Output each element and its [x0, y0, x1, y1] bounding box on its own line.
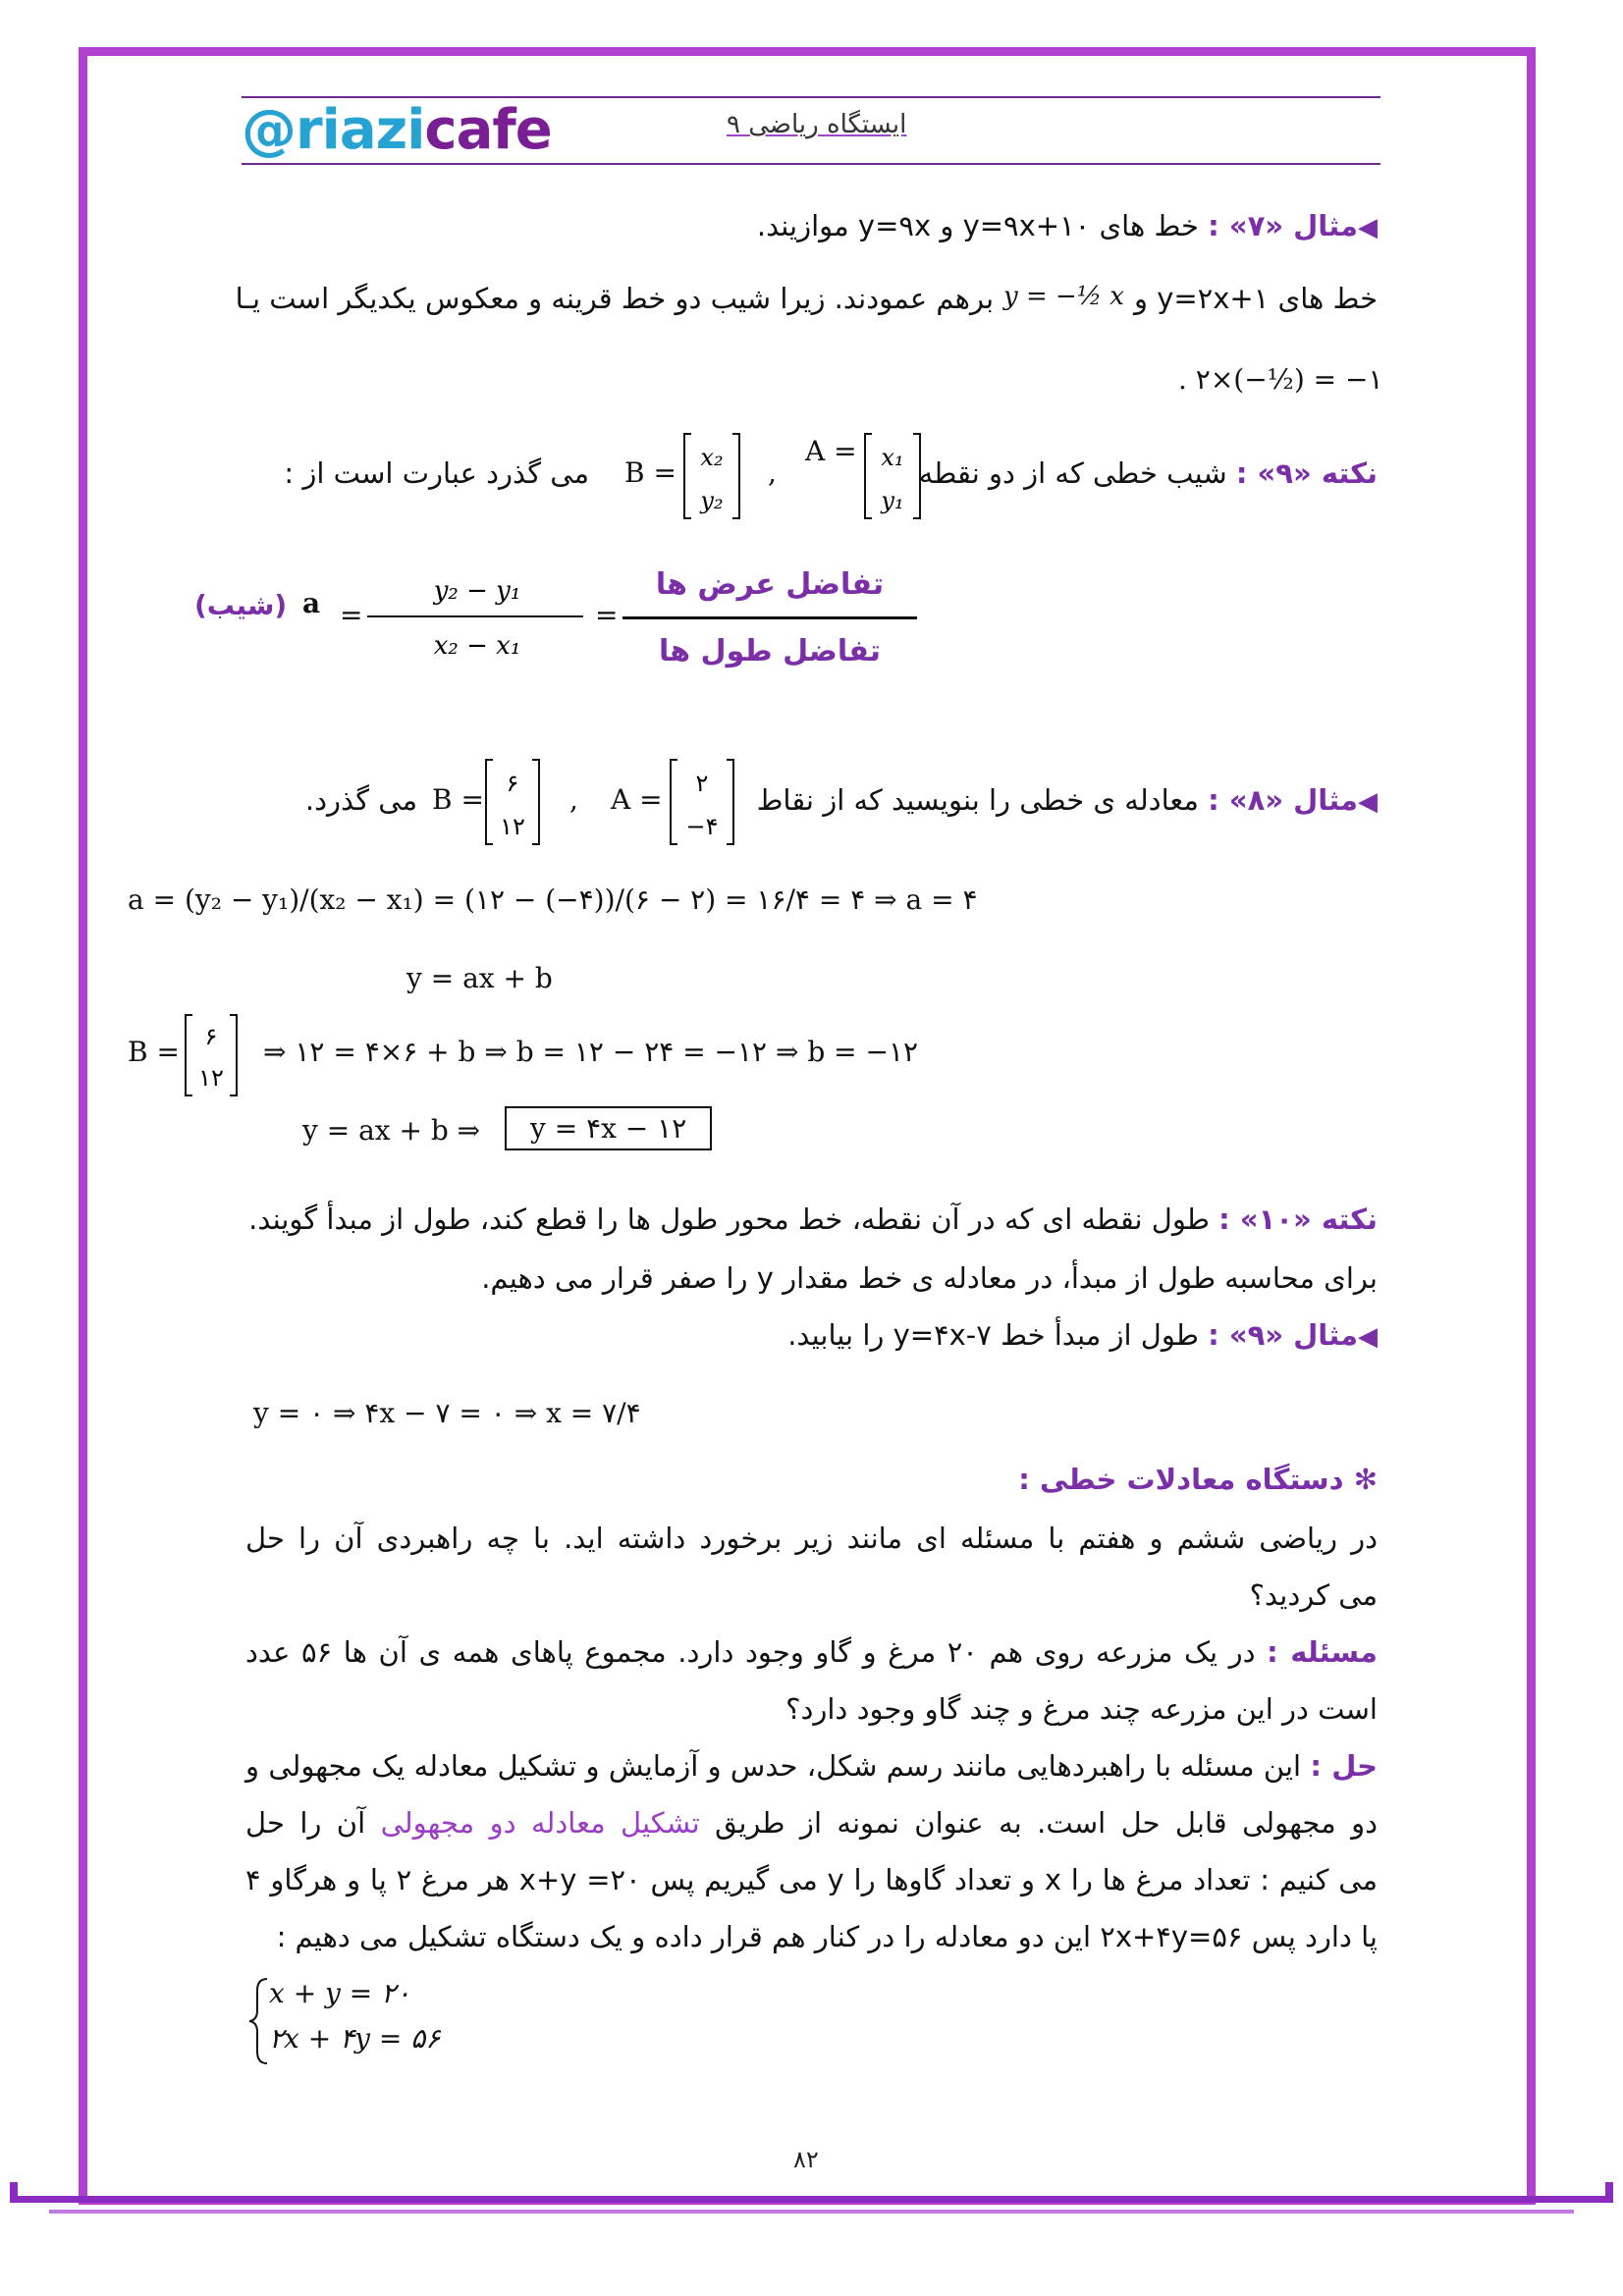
slope-a: a — [302, 587, 321, 619]
eq-sign-1: = — [340, 599, 363, 631]
triangle-bullet-icon: ◀ — [1358, 787, 1378, 817]
ex8-B-vector-2 — [183, 1011, 240, 1099]
comma: , — [768, 456, 777, 489]
intercept-calc: ⇒ ۱۲ = ۴×۶ + b ⇒ b = ۱۲ − ۲۴ = −۱۲ ⇒ b = −۱۲ — [263, 1036, 919, 1068]
point-B: B = — [624, 456, 676, 489]
slope-numerator: تفاضل عرض ها — [655, 567, 885, 602]
result-box: y = ۴x − ۱۲ — [505, 1106, 712, 1150]
bottom-decoration — [10, 2182, 1613, 2217]
example-7: ◀مثال «۷» : خط های y=۹x+۱۰ و y=۹x موازیند. — [756, 209, 1378, 242]
ex8-A-label: A = — [611, 783, 663, 816]
slope-calc: a = (y₂ − y₁)/(x₂ − x₁) = (۱۲ − (−۴))/(۶ − ۲) = ۱۶/۴ = ۴ ⇒ a = ۴ — [128, 883, 978, 916]
note-9-cont: می گذرد عبارت است از : — [284, 456, 589, 490]
point-A-vector — [862, 430, 923, 522]
paragraph-1: در ریاضی ششم و هفتم با مسئله ای مانند زیر برخورد داشته اید. با چه راهبردی آن را حل — [245, 1522, 1378, 1555]
solution: حل : این مسئله با راهبردهایی مانند رسم شکل، حدس و آزمایش و تشکیل معادله یک مجهولی و — [245, 1749, 1378, 1783]
logo: @riazicafe — [242, 98, 552, 162]
perp-product: . ۲×(−½) = −۱ — [1178, 363, 1383, 396]
paragraph-1-line2: می کردید؟ — [1249, 1578, 1378, 1612]
ex8-B-label: B = — [432, 783, 484, 816]
slope-num: y₂ − y₁ — [433, 576, 521, 606]
header-top-line — [242, 96, 1380, 98]
solution-line4: پا دارد پس ۲x+۴y=۵۶ این دو معادله را در کنار هم قرار داده و یک دستگاه تشکیل می دهیم : — [276, 1920, 1378, 1953]
triangle-bullet-icon: ◀ — [1358, 213, 1378, 242]
ex8-B-y: ۱۲ — [500, 813, 525, 840]
slope-den: x₂ − x₁ — [433, 631, 521, 661]
slope-label: (شیب) — [194, 589, 288, 621]
ex8-cont: می گذرد. — [304, 783, 417, 817]
ex8-B-x: ۶ — [506, 770, 519, 797]
triangle-bullet-icon: ◀ — [1358, 1322, 1378, 1352]
solution-line3: می کنیم : تعداد مرغ ها را x و تعداد گاوها را y می گیریم پس x+y =۲۰ هر مرغ ۲ پا و هرگاو ۴ — [245, 1863, 1378, 1896]
slope-denominator: تفاضل طول ها — [659, 634, 881, 668]
A-y: y₁ — [881, 487, 904, 514]
system-eq1: x + y = ۲۰ — [269, 1977, 411, 2009]
comma: , — [569, 783, 578, 816]
section-title: ✻ دستگاه معادلات خطی : — [1018, 1463, 1378, 1496]
note-10: نکته «۱۰» : طول نقطه ای که در آن نقطه، خط محور طول ها را قطع کند، طول از مبدأ گویند. — [248, 1202, 1378, 1236]
header-title: ایستگاه ریاضی ۹ — [727, 110, 907, 139]
ex8-B-vector — [483, 756, 542, 848]
note-10-line2: برای محاسبه طول از مبدأ، در معادله ی خط مقدار y را صفر قرار می دهیم. — [481, 1261, 1378, 1295]
eq-sign-2: = — [595, 599, 619, 631]
ex8-B2-y: ۱۲ — [198, 1064, 224, 1092]
problem: مسئله : در یک مزرعه روی هم ۲۰ مرغ و گاو وجود دارد. مجموع پاهای همه ی آن ها ۵۶ عدد — [245, 1635, 1378, 1669]
A-x: x₁ — [881, 444, 904, 471]
point-B-vector — [681, 430, 742, 522]
slope-fraction — [367, 567, 593, 666]
ex8-B2-x: ۶ — [204, 1023, 218, 1050]
page-number: ۸۲ — [793, 2146, 819, 2173]
line-equation: y = ax + b — [406, 962, 553, 994]
fraction-bar — [622, 616, 917, 619]
ex8-A-y: −۴ — [685, 813, 719, 840]
example-9: ◀مثال «۹» : طول از مبدأ خط y=۴x-۷ را بیابید. — [787, 1318, 1378, 1352]
problem-line2: است در این مزرعه چند مرغ و چند گاو وجود دارد؟ — [785, 1692, 1378, 1726]
ex8-A-vector — [668, 756, 736, 848]
system-eq2: ۲x + ۴y = ۵۶ — [269, 2022, 441, 2055]
B-y: y₂ — [700, 487, 724, 514]
result-prefix: y = ax + b ⇒ — [302, 1114, 481, 1147]
perpendicular-lines: خط های y=۲x+۱ و y = −½ x برهم عمودند. زیرا شیب دو خط قرینه و معکوس یکدیگر است یـا — [235, 282, 1378, 315]
solution-line2: دو مجهولی قابل حل است. به عنوان نمونه از طریق تشکیل معادله دو مجهولی آن را حل — [245, 1806, 1379, 1840]
B-x: x₂ — [700, 444, 724, 471]
header-bottom-line — [242, 163, 1380, 165]
asterisk-icon: ✻ — [1353, 1463, 1378, 1496]
note-9: نکته «۹» : شیب خطی که از دو نقطه — [918, 456, 1378, 490]
ex8-B-label-2: B = — [128, 1036, 180, 1068]
ex8-A-x: ۲ — [695, 770, 709, 797]
point-A: A = — [805, 435, 857, 467]
ex9-calc: y = ۰ ⇒ ۴x − ۷ = ۰ ⇒ x = ۷/۴ — [253, 1397, 641, 1429]
example-8: ◀مثال «۸» : معادله ی خطی را بنویسید که از نقاط — [756, 783, 1378, 817]
